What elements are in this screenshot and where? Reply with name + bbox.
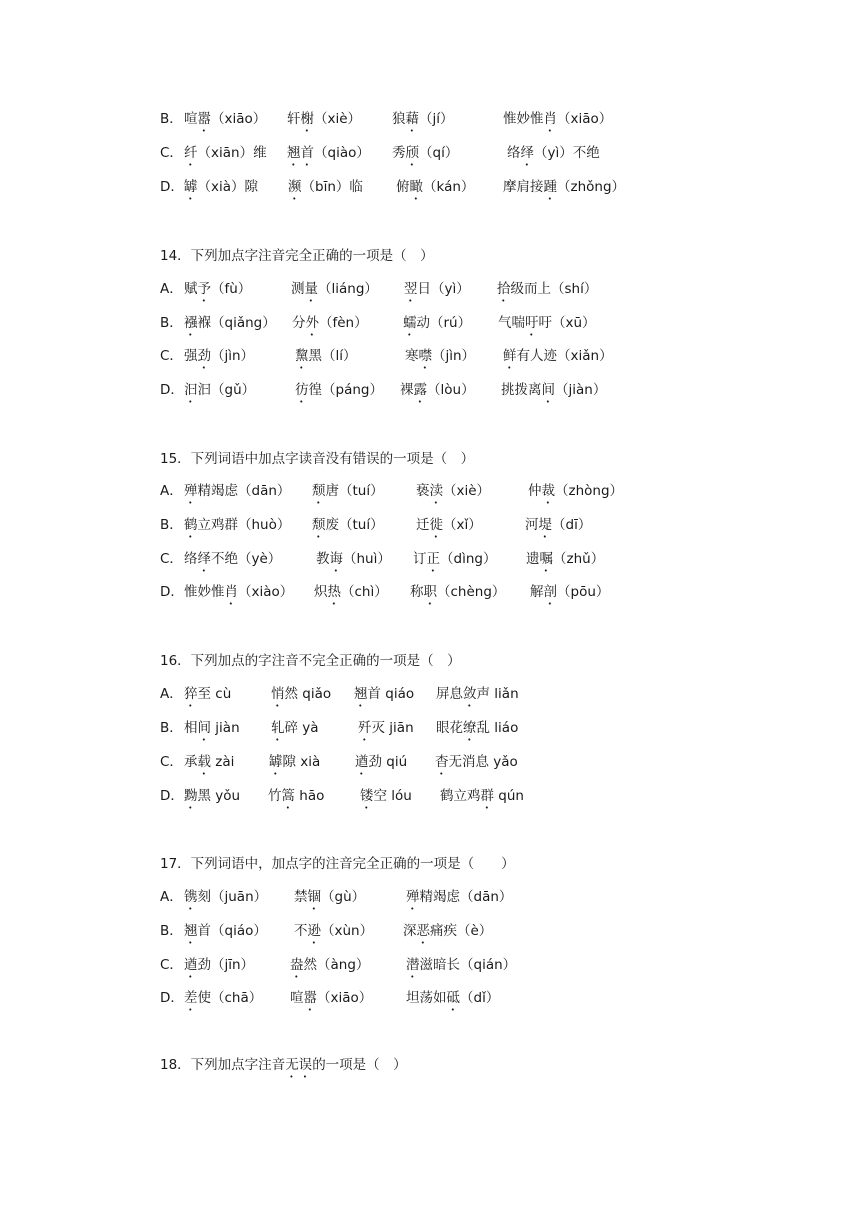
option-letter: A． [160,281,183,297]
option-letter: B． [160,517,183,533]
option-item: 秀颀（qí） [392,145,459,161]
option-item: 裸露（lòu） [400,382,475,398]
option-item: 络绎不绝（yè） [184,551,282,567]
option-item: 猝至 cù [184,686,232,702]
option-item: 分外（fèn） [292,315,368,331]
option-item: 鲜有人迹（xiǎn） [503,348,613,364]
option-letter: B． [160,315,183,331]
option-item: 颓唐（tuí） [312,483,384,499]
option-letter: A． [160,483,183,499]
option-item: 盎然（àng） [290,957,370,973]
option-item: 蠕动（rú） [403,315,472,331]
option-letter: B． [160,111,183,127]
option-item: 仲裁（zhòng） [528,483,624,499]
option-item: 强劲（jìn） [184,348,255,364]
option-item: 黧黑（lí） [295,348,357,364]
option-item: 竹篙 hāo [268,788,325,804]
option-item: 深恶痛疾（è） [403,923,493,939]
option-item: 颓废（tuí） [312,517,384,533]
option-item: 轩榭（xiè） [287,111,362,127]
option-item: 殚精竭虑（dān） [406,889,513,905]
option-item: 纤（xiān）维 [184,145,267,161]
option-item: 摩肩接踵（zhǒng） [503,179,626,195]
option-item: 屏息敛声 liǎn [436,686,519,702]
option-item: 承载 zài [184,754,235,770]
option-item: 迁徙（xǐ） [416,517,482,533]
option-item: 称职（chèng） [410,584,506,600]
option-item: 寒噤（jìn） [405,348,476,364]
option-item: 镌刻（juān） [184,889,268,905]
option-letter: C． [160,145,183,161]
option-item: 殚精竭虑（dān） [184,483,291,499]
option-item: 翘首 qiáo [354,686,415,702]
option-item: 络绎（yì）不绝 [507,145,600,161]
option-letter: D． [160,179,184,195]
option-item: 解剖（pōu） [530,584,610,600]
option-item: 罅隙 xià [269,754,321,770]
option-item: 喧嚣（xiāo） [184,111,267,127]
option-item: 狼藉（jí） [392,111,454,127]
option-letter: D． [160,584,184,600]
option-item: 翘首（qiáo） [184,923,267,939]
option-item: 遗嘱（zhǔ） [526,551,605,567]
option-item: 气喘吁吁（xū） [498,315,596,331]
option-item: 差使（chā） [184,990,263,1006]
option-letter: C． [160,754,183,770]
option-item: 黝黑 yǒu [184,788,241,804]
option-item: 惟妙惟肖（xiào） [184,584,294,600]
option-letter: D． [160,382,184,398]
option-item: 订正（dìng） [413,551,497,567]
option-item: 彷徨（páng） [295,382,383,398]
option-item: 炽热（chì） [314,584,388,600]
option-item: 轧碎 yà [271,720,319,736]
option-letter: A． [160,889,183,905]
option-letter: A． [160,686,183,702]
option-item: 河堤（dī） [525,517,592,533]
option-item: 测量（liáng） [291,281,378,297]
option-item: 镂空 lóu [360,788,412,804]
option-item: 翘首（qiào） [287,145,370,161]
option-item: 喧嚣（xiāo） [290,990,373,1006]
option-item: 亵渎（xiè） [416,483,491,499]
option-letter: C． [160,957,183,973]
option-item: 不逊（xùn） [294,923,374,939]
option-item: 挑拨离间（jiàn） [501,382,607,398]
option-item: 翌日（yì） [404,281,470,297]
option-item: 歼灭 jiān [358,720,414,736]
option-letter: B． [160,720,183,736]
document-page: B． 喧嚣（xiāo） 轩榭（xiè） 狼藉（jí） 惟妙惟肖（xiāo） C． 纤（xiān）维 翘首（qiào） 秀颀（qí） 络绎（yì）不绝 D． 罅（xià）隙 濒（bīn）临 俯瞰（kán） 摩肩接踵（zhǒng） 14．下列加点字注音完全正确的一项是（ ） A． 赋予（fù） 测量（liáng） 翌日（yì） 拾级而上（shí） B． 襁褓（qiǎng） 分外（fèn） 蠕动（rú） 气喘吁吁（xū） C． 强劲（jìn） 黧黑（lí） 寒噤（jìn） 鲜有人迹（xiǎn） D． 汩汩（gǔ） 彷徨（páng） 裸露（lòu） 挑拨离间（jiàn） 15．下列词语中加点字读音没有错误的一项是（ ） A． 殚精竭虑（dān） 颓唐（tuí） 亵渎（xiè） 仲裁（zhòng） B． 鹤立鸡群（huò） 颓废（tuí） 迁徙（xǐ） 河堤（dī） C． 络绎不绝（yè） 教诲（huì） 订正（dìng） 遗嘱（zhǔ） D． 惟妙惟肖（xiào） 炽热（chì） 称职（chèng） 解剖（pōu） 16．下列加点的字注音不完全正确的一项是（ ） A． 猝至 cù 悄然 qiǎo 翘首 qiáo 屏息敛声 liǎn B． 相间 jiàn 轧碎 yà 歼灭 jiān 眼花缭乱 liáo C． 承载 zài 罅隙 xià 遒劲 qiú 杳无消息 yǎo D． 黝黑 yǒu 竹篙 hāo 镂空 lóu 鹤立鸡群 qún 17．下列词语中，加点字的注音完全正确的一项是（ ） A． 镌刻（juān） 禁锢（gù） 殚精竭虑（dān） B． 翘首（qiáo） 不逊（xùn） 深恶痛疾（è） C． 遒劲（jīn） 盎然（àng） 潜滋暗长（qián） D． 差使（chā） 喧嚣（xiāo） 坦荡如砥（dǐ） 18．下列加点字注音无误的一项是（ ） [0,0,860,1216]
option-item: 教诲（huì） [316,551,391,567]
option-item: 鹤立鸡群 qún [440,788,524,804]
option-item: 鹤立鸡群（huò） [184,517,291,533]
option-item: 遒劲 qiú [355,754,408,770]
option-letter: D． [160,990,184,1006]
option-item: 拾级而上（shí） [497,281,598,297]
option-item: 濒（bīn）临 [288,179,363,195]
option-item: 俯瞰（kán） [396,179,475,195]
option-letter: C． [160,551,183,567]
option-item: 悄然 qiǎo [271,686,332,702]
option-item: 眼花缭乱 liáo [436,720,519,736]
option-item: 坦荡如砥（dǐ） [406,990,500,1006]
option-item: 遒劲（jīn） [184,957,255,973]
option-letter: B． [160,923,183,939]
option-item: 惟妙惟肖（xiāo） [503,111,613,127]
option-item: 罅（xià）隙 [184,179,259,195]
option-letter: C． [160,348,183,364]
option-item: 潜滋暗长（qián） [406,957,517,973]
option-letter: D． [160,788,184,804]
option-item: 禁锢（gù） [294,889,366,905]
option-item: 杳无消息 yǎo [435,754,518,770]
option-item: 赋予（fù） [184,281,252,297]
option-item: 襁褓（qiǎng） [184,315,276,331]
option-item: 汩汩（gǔ） [184,382,256,398]
option-item: 相间 jiàn [184,720,240,736]
